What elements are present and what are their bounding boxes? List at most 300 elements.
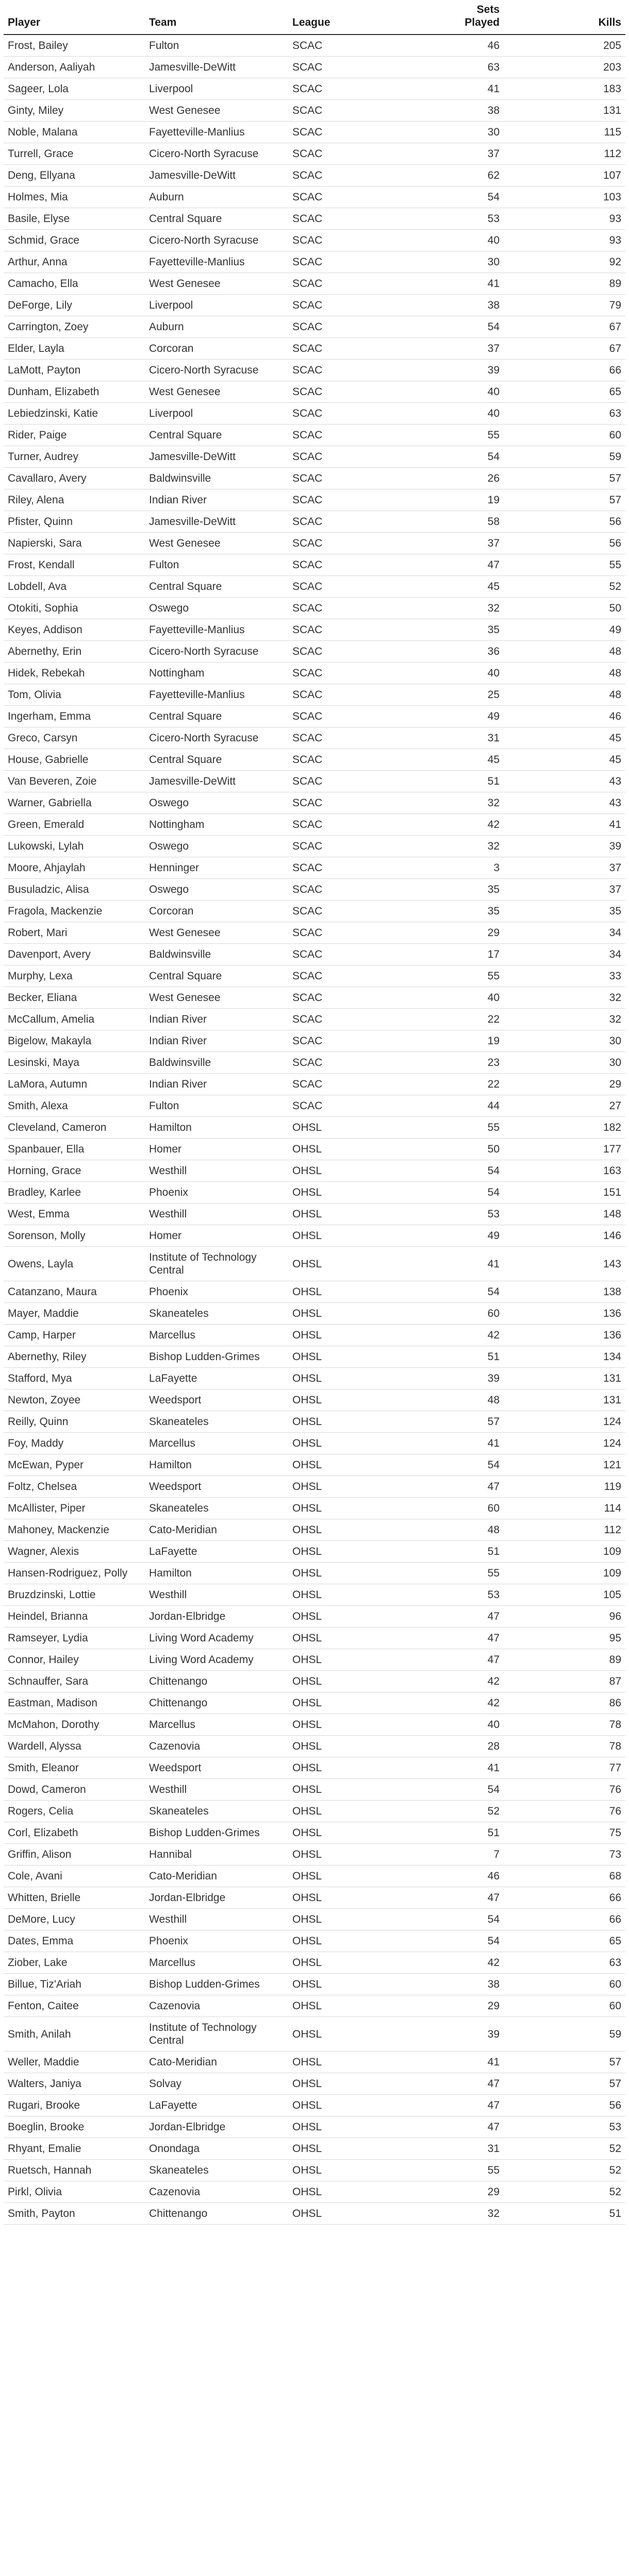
cell-team: Oswego — [145, 598, 288, 619]
cell-sets-played: 47 — [383, 1649, 504, 1671]
cell-kills: 32 — [504, 1009, 625, 1030]
cell-kills: 95 — [504, 1628, 625, 1649]
cell-player: Newton, Zoyee — [4, 1389, 145, 1411]
cell-league: OHSL — [288, 1325, 383, 1346]
cell-league: SCAC — [288, 446, 383, 468]
header-row — [4, 0, 625, 35]
cell-sets-played: 37 — [383, 533, 504, 554]
table-row — [4, 1346, 625, 1368]
cell-player: Lukowski, Lylah — [4, 836, 145, 857]
cell-sets-played: 28 — [383, 1736, 504, 1757]
table-row — [4, 901, 625, 922]
cell-sets-played: 38 — [383, 100, 504, 122]
header-player[interactable]: Player — [4, 0, 145, 35]
cell-sets-played: 29 — [383, 2181, 504, 2203]
cell-sets-played: 35 — [383, 619, 504, 641]
cell-league: OHSL — [288, 2181, 383, 2203]
cell-kills: 56 — [504, 2095, 625, 2116]
cell-league: OHSL — [288, 1454, 383, 1476]
cell-player: Turner, Audrey — [4, 446, 145, 468]
cell-sets-played: 41 — [383, 1757, 504, 1779]
table-row — [4, 1009, 625, 1030]
cell-sets-played: 44 — [383, 1095, 504, 1117]
cell-team: Marcellus — [145, 1952, 288, 1974]
cell-team: Central Square — [145, 425, 288, 446]
cell-sets-played: 62 — [383, 165, 504, 187]
cell-team: Cazenovia — [145, 1736, 288, 1757]
cell-player: Arthur, Anna — [4, 251, 145, 273]
cell-kills: 115 — [504, 122, 625, 143]
cell-player: McMahon, Dorothy — [4, 1714, 145, 1736]
cell-kills: 119 — [504, 1476, 625, 1498]
cell-team: Fayetteville-Manlius — [145, 619, 288, 641]
cell-sets-played: 57 — [383, 1411, 504, 1433]
cell-team: Fulton — [145, 554, 288, 576]
cell-team: Weedsport — [145, 1389, 288, 1411]
cell-team: Hannibal — [145, 1844, 288, 1866]
cell-league: SCAC — [288, 576, 383, 598]
cell-player: Camacho, Ella — [4, 273, 145, 295]
cell-team: West Genesee — [145, 100, 288, 122]
cell-kills: 49 — [504, 619, 625, 641]
cell-team: Liverpool — [145, 295, 288, 316]
cell-league: SCAC — [288, 771, 383, 792]
table-header — [4, 0, 625, 35]
cell-player: Holmes, Mia — [4, 187, 145, 208]
header-sets-played[interactable]: Sets Played — [383, 0, 504, 35]
cell-team: Central Square — [145, 706, 288, 727]
cell-player: Dates, Emma — [4, 1930, 145, 1952]
cell-team: Onondaga — [145, 2138, 288, 2160]
cell-player: Becker, Eliana — [4, 987, 145, 1009]
stats-table — [4, 0, 625, 2225]
cell-kills: 34 — [504, 922, 625, 944]
cell-player: Pirkl, Olivia — [4, 2181, 145, 2203]
cell-league: OHSL — [288, 1714, 383, 1736]
cell-player: West, Emma — [4, 1204, 145, 1225]
cell-player: Smith, Payton — [4, 2203, 145, 2225]
table-row — [4, 1139, 625, 1160]
cell-sets-played: 45 — [383, 749, 504, 771]
table-row — [4, 57, 625, 78]
cell-player: Smith, Alexa — [4, 1095, 145, 1117]
cell-sets-played: 54 — [383, 1930, 504, 1952]
table-row — [4, 78, 625, 100]
cell-sets-played: 7 — [383, 1844, 504, 1866]
cell-kills: 205 — [504, 35, 625, 57]
cell-player: Horning, Grace — [4, 1160, 145, 1182]
cell-kills: 45 — [504, 749, 625, 771]
cell-league: SCAC — [288, 381, 383, 403]
cell-kills: 56 — [504, 533, 625, 554]
cell-league: OHSL — [288, 1974, 383, 1995]
cell-team: Cato-Meridian — [145, 1519, 288, 1541]
cell-team: Central Square — [145, 965, 288, 987]
cell-player: Turrell, Grace — [4, 143, 145, 165]
cell-league: OHSL — [288, 1541, 383, 1563]
cell-team: Westhill — [145, 1160, 288, 1182]
cell-player: Carrington, Zoey — [4, 316, 145, 338]
cell-kills: 96 — [504, 1606, 625, 1628]
cell-team: Baldwinsville — [145, 468, 288, 489]
table-row — [4, 1204, 625, 1225]
cell-player: Lebiedzinski, Katie — [4, 403, 145, 425]
cell-team: Nottingham — [145, 814, 288, 836]
table-row — [4, 1995, 625, 2017]
cell-league: OHSL — [288, 1779, 383, 1801]
cell-league: SCAC — [288, 187, 383, 208]
cell-sets-played: 25 — [383, 684, 504, 706]
table-row — [4, 1801, 625, 1822]
cell-team: Liverpool — [145, 403, 288, 425]
table-row — [4, 706, 625, 727]
cell-player: Rhyant, Emalie — [4, 2138, 145, 2160]
cell-sets-played: 58 — [383, 511, 504, 533]
cell-sets-played: 48 — [383, 1519, 504, 1541]
cell-sets-played: 35 — [383, 901, 504, 922]
table-row — [4, 316, 625, 338]
cell-sets-played: 39 — [383, 360, 504, 381]
table-row — [4, 684, 625, 706]
table-row — [4, 1454, 625, 1476]
cell-league: OHSL — [288, 2203, 383, 2225]
cell-kills: 131 — [504, 1368, 625, 1389]
cell-sets-played: 49 — [383, 1225, 504, 1247]
cell-sets-played: 53 — [383, 1584, 504, 1606]
cell-league: SCAC — [288, 57, 383, 78]
cell-team: Liverpool — [145, 78, 288, 100]
cell-league: SCAC — [288, 684, 383, 706]
table-row — [4, 251, 625, 273]
cell-sets-played: 47 — [383, 1887, 504, 1909]
table-row — [4, 554, 625, 576]
table-row — [4, 1866, 625, 1887]
table-row — [4, 230, 625, 251]
cell-player: Wagner, Alexis — [4, 1541, 145, 1563]
cell-kills: 148 — [504, 1204, 625, 1225]
cell-team: West Genesee — [145, 381, 288, 403]
cell-kills: 60 — [504, 1974, 625, 1995]
cell-kills: 65 — [504, 381, 625, 403]
cell-league: OHSL — [288, 1247, 383, 1281]
cell-team: Jamesville-DeWitt — [145, 771, 288, 792]
cell-player: Wardell, Alyssa — [4, 1736, 145, 1757]
cell-team: Marcellus — [145, 1325, 288, 1346]
cell-sets-played: 29 — [383, 1995, 504, 2017]
cell-league: SCAC — [288, 814, 383, 836]
cell-player: Owens, Layla — [4, 1247, 145, 1281]
cell-team: Jamesville-DeWitt — [145, 57, 288, 78]
cell-player: Schnauffer, Sara — [4, 1671, 145, 1692]
cell-team: Chittenango — [145, 1671, 288, 1692]
cell-kills: 66 — [504, 1909, 625, 1930]
cell-team: West Genesee — [145, 987, 288, 1009]
cell-sets-played: 46 — [383, 1866, 504, 1887]
cell-kills: 103 — [504, 187, 625, 208]
cell-player: Hidek, Rebekah — [4, 663, 145, 684]
cell-team: Living Word Academy — [145, 1628, 288, 1649]
header-kills[interactable]: Kills — [504, 0, 625, 35]
table-row — [4, 165, 625, 187]
cell-team: Indian River — [145, 489, 288, 511]
cell-player: Ginty, Miley — [4, 100, 145, 122]
cell-kills: 92 — [504, 251, 625, 273]
cell-sets-played: 54 — [383, 1909, 504, 1930]
cell-kills: 183 — [504, 78, 625, 100]
cell-league: SCAC — [288, 922, 383, 944]
table-row — [4, 1498, 625, 1519]
cell-player: Basile, Elyse — [4, 208, 145, 230]
cell-sets-played: 54 — [383, 1454, 504, 1476]
cell-kills: 143 — [504, 1247, 625, 1281]
cell-team: Cicero-North Syracuse — [145, 360, 288, 381]
cell-sets-played: 22 — [383, 1074, 504, 1095]
cell-sets-played: 36 — [383, 641, 504, 663]
cell-player: Schmid, Grace — [4, 230, 145, 251]
cell-sets-played: 47 — [383, 2095, 504, 2116]
cell-team: Fulton — [145, 35, 288, 57]
cell-kills: 114 — [504, 1498, 625, 1519]
cell-team: Institute of Technology Central — [145, 1247, 288, 1281]
cell-league: SCAC — [288, 468, 383, 489]
cell-player: Stafford, Mya — [4, 1368, 145, 1389]
cell-kills: 50 — [504, 598, 625, 619]
cell-league: SCAC — [288, 706, 383, 727]
cell-league: SCAC — [288, 208, 383, 230]
cell-kills: 57 — [504, 489, 625, 511]
cell-sets-played: 42 — [383, 1692, 504, 1714]
table-row — [4, 663, 625, 684]
cell-player: Van Beveren, Zoie — [4, 771, 145, 792]
cell-team: Chittenango — [145, 2203, 288, 2225]
cell-league: SCAC — [288, 251, 383, 273]
cell-player: Davenport, Avery — [4, 944, 145, 965]
cell-sets-played: 55 — [383, 425, 504, 446]
cell-player: Bigelow, Makayla — [4, 1030, 145, 1052]
cell-kills: 79 — [504, 295, 625, 316]
cell-sets-played: 53 — [383, 208, 504, 230]
cell-team: Homer — [145, 1225, 288, 1247]
cell-league: OHSL — [288, 2138, 383, 2160]
cell-player: Deng, Ellyana — [4, 165, 145, 187]
table-row — [4, 598, 625, 619]
cell-player: Spanbauer, Ella — [4, 1139, 145, 1160]
table-row — [4, 1974, 625, 1995]
cell-kills: 30 — [504, 1052, 625, 1074]
cell-sets-played: 55 — [383, 965, 504, 987]
cell-kills: 63 — [504, 403, 625, 425]
cell-kills: 43 — [504, 792, 625, 814]
cell-kills: 131 — [504, 1389, 625, 1411]
cell-sets-played: 51 — [383, 1541, 504, 1563]
cell-player: Noble, Malana — [4, 122, 145, 143]
cell-team: Marcellus — [145, 1714, 288, 1736]
cell-league: SCAC — [288, 857, 383, 879]
table-row — [4, 143, 625, 165]
table-row — [4, 1844, 625, 1866]
cell-sets-played: 41 — [383, 78, 504, 100]
cell-team: Oswego — [145, 879, 288, 901]
cell-kills: 43 — [504, 771, 625, 792]
cell-sets-played: 54 — [383, 187, 504, 208]
cell-kills: 177 — [504, 1139, 625, 1160]
cell-sets-played: 55 — [383, 1563, 504, 1584]
cell-kills: 29 — [504, 1074, 625, 1095]
cell-kills: 46 — [504, 706, 625, 727]
table-row — [4, 1628, 625, 1649]
cell-kills: 86 — [504, 1692, 625, 1714]
cell-sets-played: 50 — [383, 1139, 504, 1160]
cell-team: Cato-Meridian — [145, 2052, 288, 2073]
cell-team: Weedsport — [145, 1757, 288, 1779]
cell-kills: 52 — [504, 2138, 625, 2160]
table-row — [4, 295, 625, 316]
cell-kills: 30 — [504, 1030, 625, 1052]
table-row — [4, 489, 625, 511]
cell-league: OHSL — [288, 1498, 383, 1519]
cell-kills: 53 — [504, 2116, 625, 2138]
table-row — [4, 1930, 625, 1952]
cell-sets-played: 31 — [383, 2138, 504, 2160]
cell-kills: 60 — [504, 1995, 625, 2017]
cell-kills: 136 — [504, 1325, 625, 1346]
cell-sets-played: 42 — [383, 1325, 504, 1346]
cell-team: Baldwinsville — [145, 1052, 288, 1074]
cell-league: SCAC — [288, 792, 383, 814]
cell-player: Napierski, Sara — [4, 533, 145, 554]
cell-league: SCAC — [288, 987, 383, 1009]
cell-player: Murphy, Lexa — [4, 965, 145, 987]
cell-league: SCAC — [288, 944, 383, 965]
cell-kills: 124 — [504, 1433, 625, 1454]
cell-league: SCAC — [288, 641, 383, 663]
cell-sets-played: 19 — [383, 489, 504, 511]
cell-league: SCAC — [288, 901, 383, 922]
cell-league: SCAC — [288, 727, 383, 749]
cell-team: Cato-Meridian — [145, 1866, 288, 1887]
cell-player: DeForge, Lily — [4, 295, 145, 316]
cell-league: SCAC — [288, 965, 383, 987]
cell-team: West Genesee — [145, 533, 288, 554]
table-row — [4, 1433, 625, 1454]
cell-kills: 73 — [504, 1844, 625, 1866]
cell-kills: 35 — [504, 901, 625, 922]
cell-sets-played: 46 — [383, 35, 504, 57]
cell-sets-played: 47 — [383, 1606, 504, 1628]
cell-team: Westhill — [145, 1204, 288, 1225]
cell-team: Cicero-North Syracuse — [145, 143, 288, 165]
cell-player: Walters, Janiya — [4, 2073, 145, 2095]
cell-player: Cleveland, Cameron — [4, 1117, 145, 1139]
cell-player: Moore, Ahjaylah — [4, 857, 145, 879]
cell-player: House, Gabrielle — [4, 749, 145, 771]
cell-player: Corl, Elizabeth — [4, 1822, 145, 1844]
cell-team: Cazenovia — [145, 1995, 288, 2017]
cell-sets-played: 26 — [383, 468, 504, 489]
table-row — [4, 1649, 625, 1671]
table-row — [4, 1887, 625, 1909]
cell-sets-played: 40 — [383, 403, 504, 425]
cell-player: Fenton, Caitee — [4, 1995, 145, 2017]
cell-player: Smith, Anilah — [4, 2017, 145, 2052]
cell-sets-played: 3 — [383, 857, 504, 879]
cell-league: SCAC — [288, 273, 383, 295]
cell-league: SCAC — [288, 511, 383, 533]
cell-team: Living Word Academy — [145, 1649, 288, 1671]
cell-player: Robert, Mari — [4, 922, 145, 944]
cell-league: SCAC — [288, 1009, 383, 1030]
table-row — [4, 1030, 625, 1052]
table-row — [4, 1952, 625, 1974]
cell-sets-played: 22 — [383, 1009, 504, 1030]
cell-player: McEwan, Pyper — [4, 1454, 145, 1476]
cell-kills: 77 — [504, 1757, 625, 1779]
cell-player: Otokiti, Sophia — [4, 598, 145, 619]
cell-sets-played: 41 — [383, 1433, 504, 1454]
table-row — [4, 576, 625, 598]
table-row — [4, 1074, 625, 1095]
cell-team: Phoenix — [145, 1182, 288, 1204]
cell-kills: 66 — [504, 360, 625, 381]
cell-kills: 37 — [504, 879, 625, 901]
cell-team: Bishop Ludden-Grimes — [145, 1346, 288, 1368]
cell-team: Corcoran — [145, 901, 288, 922]
cell-kills: 52 — [504, 576, 625, 598]
cell-league: SCAC — [288, 1030, 383, 1052]
header-league[interactable]: League — [288, 0, 383, 35]
cell-team: Cicero-North Syracuse — [145, 727, 288, 749]
cell-team: Jamesville-DeWitt — [145, 446, 288, 468]
cell-league: OHSL — [288, 1844, 383, 1866]
cell-kills: 60 — [504, 425, 625, 446]
table-row — [4, 1368, 625, 1389]
cell-player: Bruzdzinski, Lottie — [4, 1584, 145, 1606]
cell-team: Indian River — [145, 1009, 288, 1030]
cell-team: Cicero-North Syracuse — [145, 641, 288, 663]
cell-player: Pfister, Quinn — [4, 511, 145, 533]
cell-player: Rider, Paige — [4, 425, 145, 446]
cell-team: Westhill — [145, 1584, 288, 1606]
cell-league: SCAC — [288, 1052, 383, 1074]
cell-league: OHSL — [288, 1930, 383, 1952]
cell-kills: 78 — [504, 1736, 625, 1757]
cell-sets-played: 48 — [383, 1389, 504, 1411]
table-row — [4, 836, 625, 857]
cell-sets-played: 60 — [383, 1303, 504, 1325]
table-row — [4, 641, 625, 663]
cell-kills: 151 — [504, 1182, 625, 1204]
cell-sets-played: 40 — [383, 230, 504, 251]
cell-sets-played: 38 — [383, 295, 504, 316]
table-row — [4, 2017, 625, 2052]
cell-kills: 66 — [504, 1887, 625, 1909]
cell-league: OHSL — [288, 1303, 383, 1325]
cell-league: OHSL — [288, 1411, 383, 1433]
cell-league: SCAC — [288, 360, 383, 381]
cell-sets-played: 30 — [383, 251, 504, 273]
cell-player: Riley, Alena — [4, 489, 145, 511]
table-row — [4, 944, 625, 965]
header-team[interactable]: Team — [145, 0, 288, 35]
cell-player: DeMore, Lucy — [4, 1909, 145, 1930]
cell-league: OHSL — [288, 1866, 383, 1887]
cell-sets-played: 32 — [383, 2203, 504, 2225]
cell-team: Cazenovia — [145, 2181, 288, 2203]
table-row — [4, 187, 625, 208]
cell-league: OHSL — [288, 1649, 383, 1671]
cell-sets-played: 54 — [383, 1281, 504, 1303]
cell-sets-played: 54 — [383, 446, 504, 468]
